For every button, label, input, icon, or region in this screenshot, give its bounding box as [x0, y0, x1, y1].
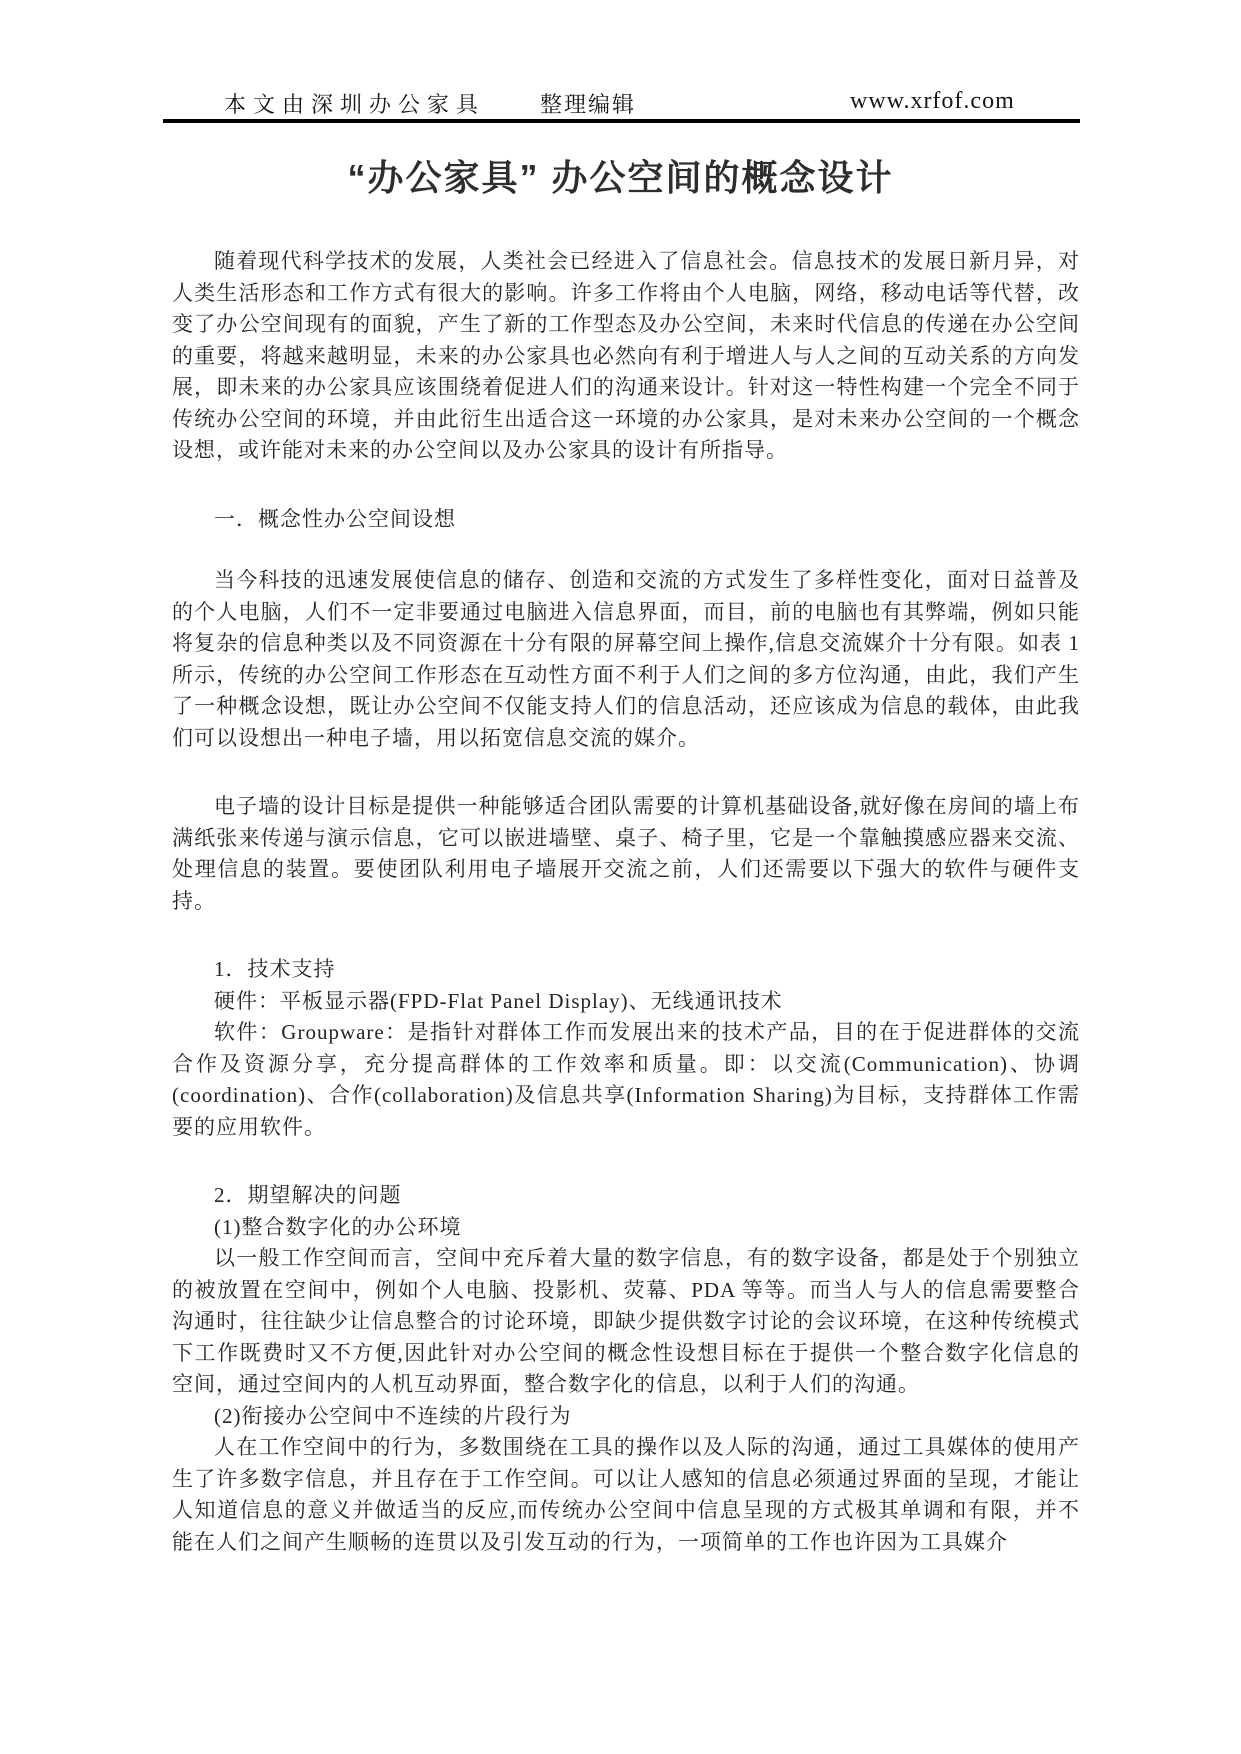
document-body — [172, 246, 1080, 1558]
intro-paragraph: 随着现代科学技术的发展，人类社会已经进入了信息社会。信息技术的发展日新月异，对人类生活形态和工作方式有很大的影响。许多工作将由个人电脑，网络，移动电话等代替，改变了办公空间现有的面貌，产生了新的工作型态及办公空间，未来时代信息的传递在办公空间的重要，将越来越明显，未来的办公家具也必然向有利于增进人与人之间的互动关系的方向发展，即未来的办公家具应该围绕着促进人们的沟通来设计。针对这一特性构建一个完全不同于传统办公空间的环境，并由此衍生出适合这一环境的办公家具，是对未来办公空间的一个概念设想，或许能对未来的办公空间以及办公家具的设计有所指导。 — [172, 249, 1080, 462]
problem-2-paragraph: 人在工作空间中的行为，多数围绕在工具的操作以及人际的沟通，通过工具媒体的使用产生了许多数字信息，并且存在于工作空间。可以让人感知的信息必须通过界面的呈现，才能让人知道信息的意义并做适当的反应,而传统办公空间中信息呈现的方式极其单调和有限，并不能在人们之间产生顺畅的连贯以及引发互动的行为，一项简单的工作也许因为工具媒介 — [172, 1435, 1080, 1554]
header-editor-text: 整理编辑 — [540, 92, 637, 117]
header-divider-rule — [163, 119, 1080, 123]
tech-support-hardware-line: 硬件：平板显示器(FPD-Flat Panel Display)、无线通讯技术 — [214, 988, 783, 1013]
section-1-heading: 一．概念性办公空间设想 — [214, 506, 456, 531]
tech-support-heading: 1．技术支持 — [214, 957, 336, 981]
tech-support-software-paragraph: 软件：Groupware：是指针对群体工作而发展出来的技术产品，目的在于促进群体的交流合作及资源分享，充分提高群体的工作效率和质量。即：以交流(Communication)、协调(coordination)、合作(collaboration)及信息共享(Information Sharing)为目标，支持群体工作需要的应用软件。 — [172, 1020, 1080, 1139]
expected-problems-heading: 2．期望解决的问题 — [214, 1183, 402, 1207]
section-1-paragraph-2: 电子墙的设计目标是提供一种能够适合团队需要的计算机基础设备,就好像在房间的墙上布满纸张来传递与演示信息，它可以嵌进墙壁、桌子、椅子里，它是一个靠触摸感应器来交流、处理信息的装置。要使团队利用电子墙展开交流之前，人们还需要以下强大的软件与硬件支持。 — [172, 794, 1080, 913]
problem-2-title: (2)衔接办公空间中不连续的片段行为 — [214, 1403, 572, 1428]
header-website-text: www.xrfof.com — [850, 88, 1015, 114]
problem-1-title: (1)整合数字化的办公环境 — [214, 1214, 462, 1239]
document-title: “办公家具” 办公空间的概念设计 — [347, 157, 894, 198]
tech-support-block — [172, 954, 1080, 1143]
problem-1-paragraph: 以一般工作空间而言，空间中充斥着大量的数字信息，有的数字设备，都是处于个别独立的被放置在空间中，例如个人电脑、投影机、荧幕、PDA 等等。而当人与人的信息需要整合沟通时，往往缺少让信息整合的讨论环境，即缺少提供数字讨论的会议环境，在这种传统模式下工作既费时又不方便,因此针对办公空间的概念性设想目标在于提供一个整合数字化信息的空间，通过空间内的人机互动界面，整合数字化的信息，以利于人们的沟通。 — [172, 1246, 1080, 1396]
section-1-paragraph-1: 当今科技的迅速发展使信息的储存、创造和交流的方式发生了多样性变化，面对日益普及的个人电脑，人们不一定非要通过电脑进入信息界面，而目，前的电脑也有其弊端，例如只能将复杂的信息种类以及不同资源在十分有限的屏幕空间上操作,信息交流媒介十分有限。如表 1 所示，传统的办公空间工作形态在互动性方面不利于人们之间的多方位沟通，由此，我们产生了一种概念设想，既让办公空间不仅能支持人们的信息活动，还应该成为信息的载体，由此我们可以设想出一种电子墙，用以拓宽信息交流的媒介。 — [172, 568, 1080, 750]
expected-problems-block — [172, 1180, 1080, 1558]
header-source-text: 本文由深圳办公家具 — [224, 92, 486, 117]
